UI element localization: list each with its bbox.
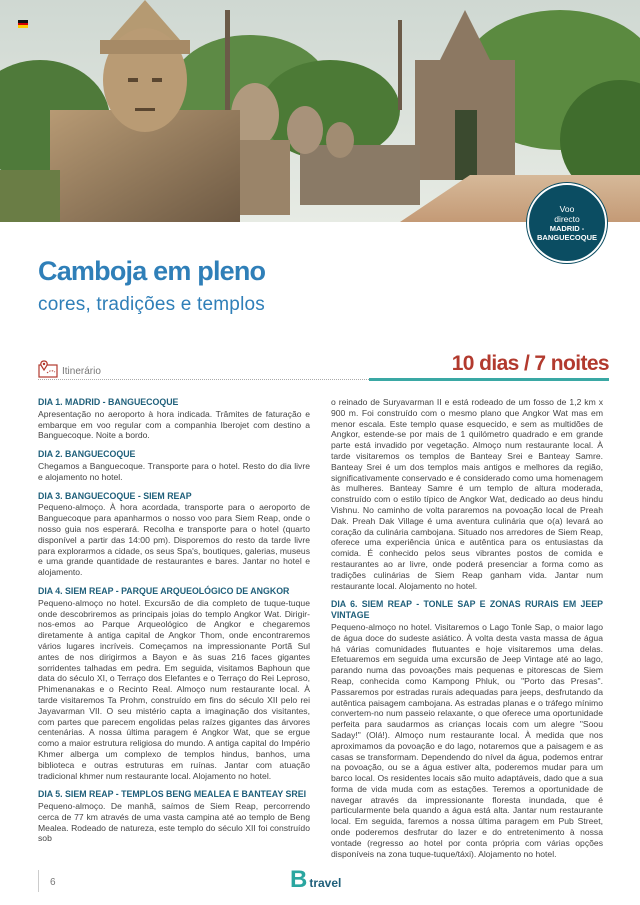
day-text: Pequeno-almoço. À hora acordada, transporte para o aeroporto de Banguecoque para apanharmos o nosso voo para Siem Reap, onde o nosso guia nos esperará. Recolha e transporte para o hotel (quarto disponível a partir das 14:00 pm). Disporemos do resto da tarde livre para explorarmos a cidade, os seus Spa's, boutiques, galerias, museus e uma grande quantidade de restaurantes e bares. Jantar no hotel e alojamento. [38,502,310,578]
itinerary-day [331,599,603,859]
badge-line3: MADRID - [549,224,585,233]
day-title: DIA 5. SIEM REAP - TEMPLOS BENG MEALEA E BANTEAY SREI [38,789,307,800]
itinerary-day [38,397,310,441]
logo-text: travel [309,876,342,890]
section-accent-bar [369,378,609,381]
itinerary-day [38,491,310,578]
day-title: DIA 3. BANGUECOQUE - SIEM REAP [38,490,192,501]
itinerary-column-left [38,397,310,852]
itinerary-day-continued [331,397,603,591]
itinerary-day [38,586,310,781]
trip-duration: 10 dias / 7 noites [451,352,609,375]
itinerary-label: Itinerário [62,366,101,377]
day-title: DIA 4. SIEM REAP - PARQUE ARQUEOLÓGICO DE ANGKOR [38,585,290,596]
day-text: Apresentação no aeroporto à hora indicada. Trâmites de faturação e embarque em voo regular com a companhia Iberojet com destino a Banguecoque. Noite a bordo. [38,408,310,441]
footer-divider [38,870,39,892]
day-text: o reinado de Suryavarman II e está rodeado de um fosso de 1,2 km x 900 m. Foi construído com o mesmo plano que Angkor Wat mas em menor escala. Este templo quase esquecido, e sem as multidões de Angkor, estende-se por mais de 1 quilómetro quadrado e em grande parte está invadido por vegetação. Almoço num restaurante local. À tarde visitaremos os templos de Banteay Srei e Banteay Samre. Banteay Srei é um dos templos mais antigos e melhores da região, significativamente conservado e é considerado como uma homenagem às mulheres. Banteay Samre é um templo de altura moderada, construído com o estilo típico de Angkor Wat, dedicado ao deus hindu Vishnu. No caminho de volta pararemos na povoação local de Preah Dak. Preah Dak Village é uma aventura culinária que o(a) levará ao coração da culinária cambojana. Situado nos arredores de Siem Reap, oferece uma experiência única e autêntica para os entusiastas da comida. É conhecido pelos seus vibrantes postos de comida e restaurantes ao ar livre, onde poderá presenciar a forma como as tradições culinárias de Siem Reap ganham vida. Jantar num restaurante local. Alojamento no hotel. [331,397,603,591]
flag-stripe-gold [18,25,28,28]
day-text: Pequeno-almoço no hotel. Visitaremos o Lago Tonle Sap, o maior lago de água doce do sudeste asiático. À volta desta vasta massa de água há várias comunidades flutuantes e hoje visitaremos uma delas. Efetuaremos em seguida uma excursão de Jeep Vintage até ao lago, parando numa das povoações mais pequenas e pitorescas de Siem Reap, conhecida como Kampong Phluk, ou "Porto das Presas". Passaremos por estradas rurais adequadas para jeeps, desfrutando da autêntica paisagem cambojana. As estradas planas e o tráfego mínimo convertem-no num passeio relaxante, o que oferece uma oportunidade perfeita para saudarmos as crianças locais com um alegre "Soou Saday!" (Olá!). Almoço num restaurante local. À medida que nos aproximamos da povoação e do lago, notaremos que a paisagem e as casas se transformam. Dependendo do nível da água, podemos entrar na povoação, ou se a água estiver alta, poderemos mudar para um barco local. Os residentes locais são muito adaptáveis, dado que a sua forma de vida muda com as estações. Teremos a oportunidade de navegar através da impressionante floresta inundada, que é particularmente bela quando a água está alta. Jantar num restaurante local. Em seguida, faremos a nossa última paragem em Pub Street, onde poderemos desfrutar do lazer e do entretenimento à nossa vontade (regresso ao hotel por conta própria com várias opções disponíveis na zona tuque-tuque/táxi). Alojamento no hotel. [331,621,603,859]
day-title: DIA 2. BANGUECOQUE [38,449,136,460]
badge-line2: directo [554,214,580,224]
page-number: 6 [50,877,56,888]
itinerary-column-right [331,397,603,867]
badge-line1: Voo [559,204,575,214]
day-text: Pequeno-almoço no hotel. Excursão de dia completo de tuque-tuque onde descobriremos as principais joias do templo Angkor Wat. Dirigir-nos-emos ao Parque Arqueológico de Angkor e chegaremos diretamente à antiga capital de Angkor Thom, onde encontraremos vários lugares incríveis. Começamos na impressionante Portã Sul antes de nos dirigirmos a Bayon e às suas 216 faces gigantes sorridentes talhadas em pedra. Em seguida, visitamos Baphoun que data do século XI, o Terraço dos Elefantes e o Terraço do Rei Leproso, Phimenanakas e o Recinto Real. Almoço num restaurante local. À tarde visitaremos Ta Prohm, construído em fins do século XII pelo rei Jayavarman VII. O seu mistério capta a imaginação dos visitantes, com partes que parecem engolidas pelas raízes gigantes das árvores centenárias. A nossa última paragem é Angkor Wat, que se ergue como a maior estrutura religiosa do mundo. A antiga capital do Império Khmer alberga um complexo de templos hindus, banhos, uma biblioteca e outras estruturas em ruínas. Jantar com atuação tradicional khmer num restaurante local. Alojamento no hotel. [38,597,310,781]
page-title: Camboja em pleno [38,256,266,286]
day-title: DIA 6. SIEM REAP - TONLE SAP E ZONAS RURAIS EM JEEP VINTAGE [331,599,603,621]
page-subtitle: cores, tradições e templos [38,294,265,315]
day-title: DIA 1. MADRID - BANGUECOQUE [38,397,179,407]
language-flag-icon[interactable] [18,20,28,28]
itinerary-day [38,789,310,844]
logo-letter: B [290,866,308,893]
badge-line4: BANGUECOQUE [536,233,597,242]
itinerary-day [38,449,310,482]
btravel-logo [290,868,341,892]
day-text: Chegamos a Banguecoque. Transporte para o hotel. Resto do dia livre e alojamento no hotel. [38,460,310,482]
direct-flight-badge [527,183,607,263]
map-pin-icon [38,360,58,378]
day-text: Pequeno-almoço. De manhã, saímos de Siem Reap, percorrendo cerca de 77 km através de uma vasta campina até ao templo de Beng Mealea. Rodeado de natureza, este templo do século XII foi construído sob [38,801,310,844]
